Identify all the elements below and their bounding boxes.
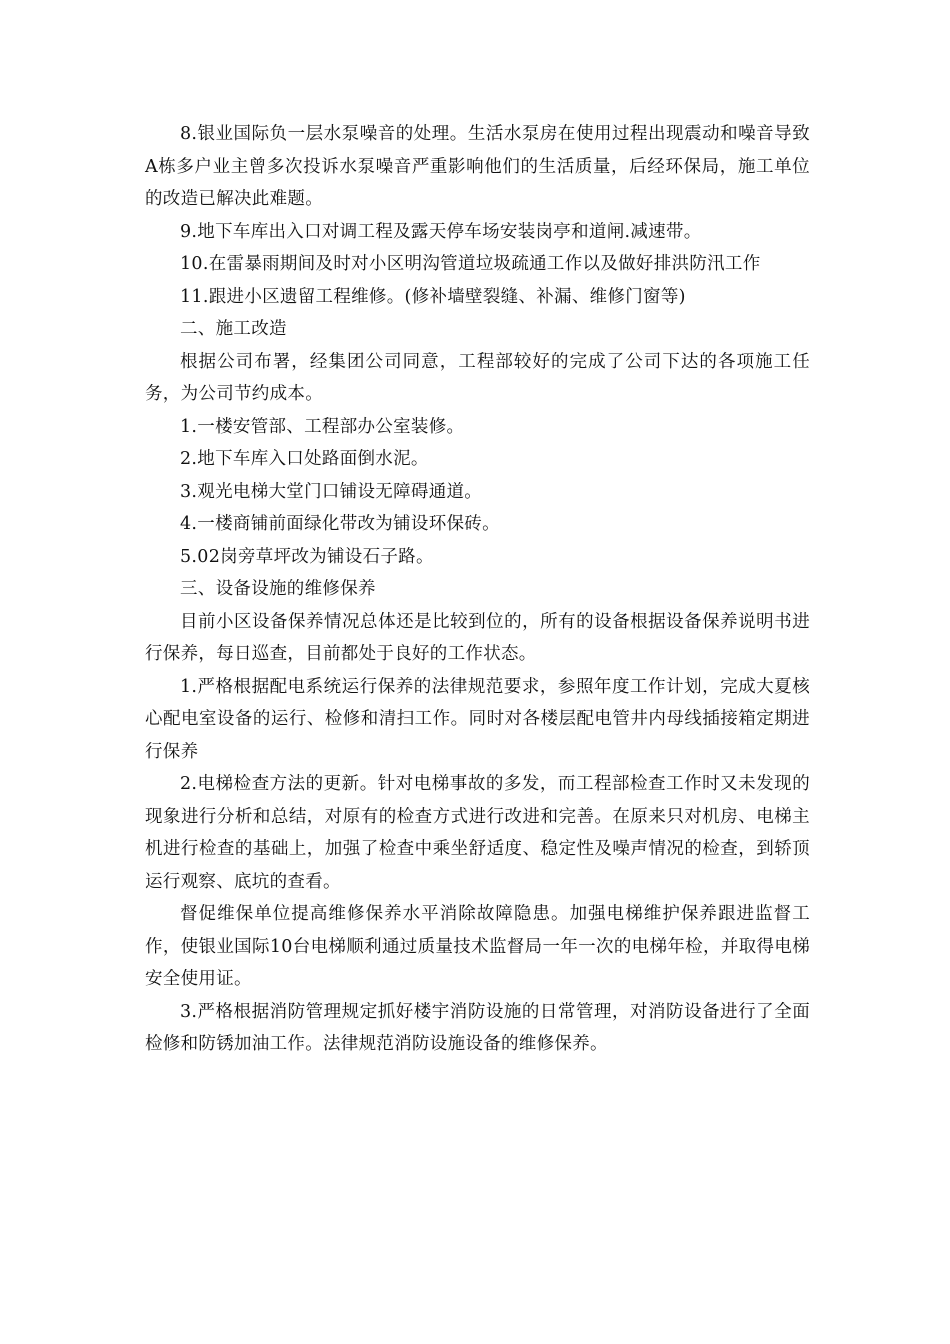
- paragraph-construction-item-2: 2.地下车库入口处路面倒水泥。: [180, 449, 429, 469]
- paragraph-construction-item-1: 1.一楼安管部、工程部办公室装修。: [180, 416, 465, 437]
- paragraph-item-10-drainage: 10.在雷暴雨期间及时对小区明沟管道垃圾疏通工作以及做好排洪防汛工作: [180, 254, 761, 274]
- paragraph-maintenance-item-1-power: 1.严格根据配电系统运行保养的法律规范要求，参照年度工作计划，完成大夏核心配电室设备的运行、检修和清扫工作。同时对各楼层配电管井内母线插接箱定期进行保养: [145, 676, 810, 762]
- paragraph-maintenance-elevator-supervision: 督促维保单位提高维修保养水平消除故障隐患。加强电梯维护保养跟进监督工作，使银业国际10台电梯顺利通过质量技术监督局一年一次的电梯年检，并取得电梯安全使用证。: [145, 904, 810, 989]
- section-heading-construction: 二、施工改造: [180, 319, 287, 339]
- paragraph-maintenance-intro: 目前小区设备保养情况总体还是比较到位的，所有的设备根据设备保养说明书进行保养，每日巡查，目前都处于良好的工作状态。: [145, 611, 810, 664]
- paragraph-item-11-legacy-repairs: 11.跟进小区遗留工程维修。(修补墙壁裂缝、补漏、维修门窗等): [180, 286, 686, 307]
- paragraph-construction-intro: 根据公司布署，经集团公司同意，工程部较好的完成了公司下达的各项施工任务，为公司节约成本。: [145, 351, 810, 404]
- paragraph-item-9-garage-entrance: 9.地下车库出入口对调工程及露天停车场安装岗亭和道闸.减速带。: [180, 221, 702, 242]
- section-heading-maintenance: 三、设备设施的维修保养: [180, 579, 376, 599]
- paragraph-construction-item-3: 3.观光电梯大堂门口铺设无障碍通道。: [180, 481, 483, 502]
- paragraph-maintenance-item-3-fire: 3.严格根据消防管理规定抓好楼宇消防设施的日常管理，对消防设备进行了全面检修和防锈加油工作。法律规范消防设施设备的维修保养。: [145, 1001, 810, 1054]
- paragraph-construction-item-5: 5.02岗旁草坪改为铺设石子路。: [180, 546, 434, 567]
- document-body: [145, 118, 810, 1061]
- paragraph-item-8-pump-noise: 8.银业国际负一层水泵噪音的处理。生活水泵房在使用过程出现震动和噪音导致A栋多户业主曾多次投诉水泵噪音严重影响他们的生活质量，后经环保局，施工单位的改造已解决此难题。: [145, 124, 810, 209]
- paragraph-construction-item-4: 4.一楼商铺前面绿化带改为铺设环保砖。: [180, 514, 500, 534]
- paragraph-maintenance-item-2-elevator: 2.电梯检查方法的更新。针对电梯事故的多发，而工程部检查工作时又未发现的现象进行分析和总结，对原有的检查方式进行改进和完善。在原来只对机房、电梯主机进行检查的基础上，加强了检查中乘坐舒适度、稳定性及噪声情况的检查，到轿顶运行观察、底坑的查看。: [145, 774, 810, 892]
